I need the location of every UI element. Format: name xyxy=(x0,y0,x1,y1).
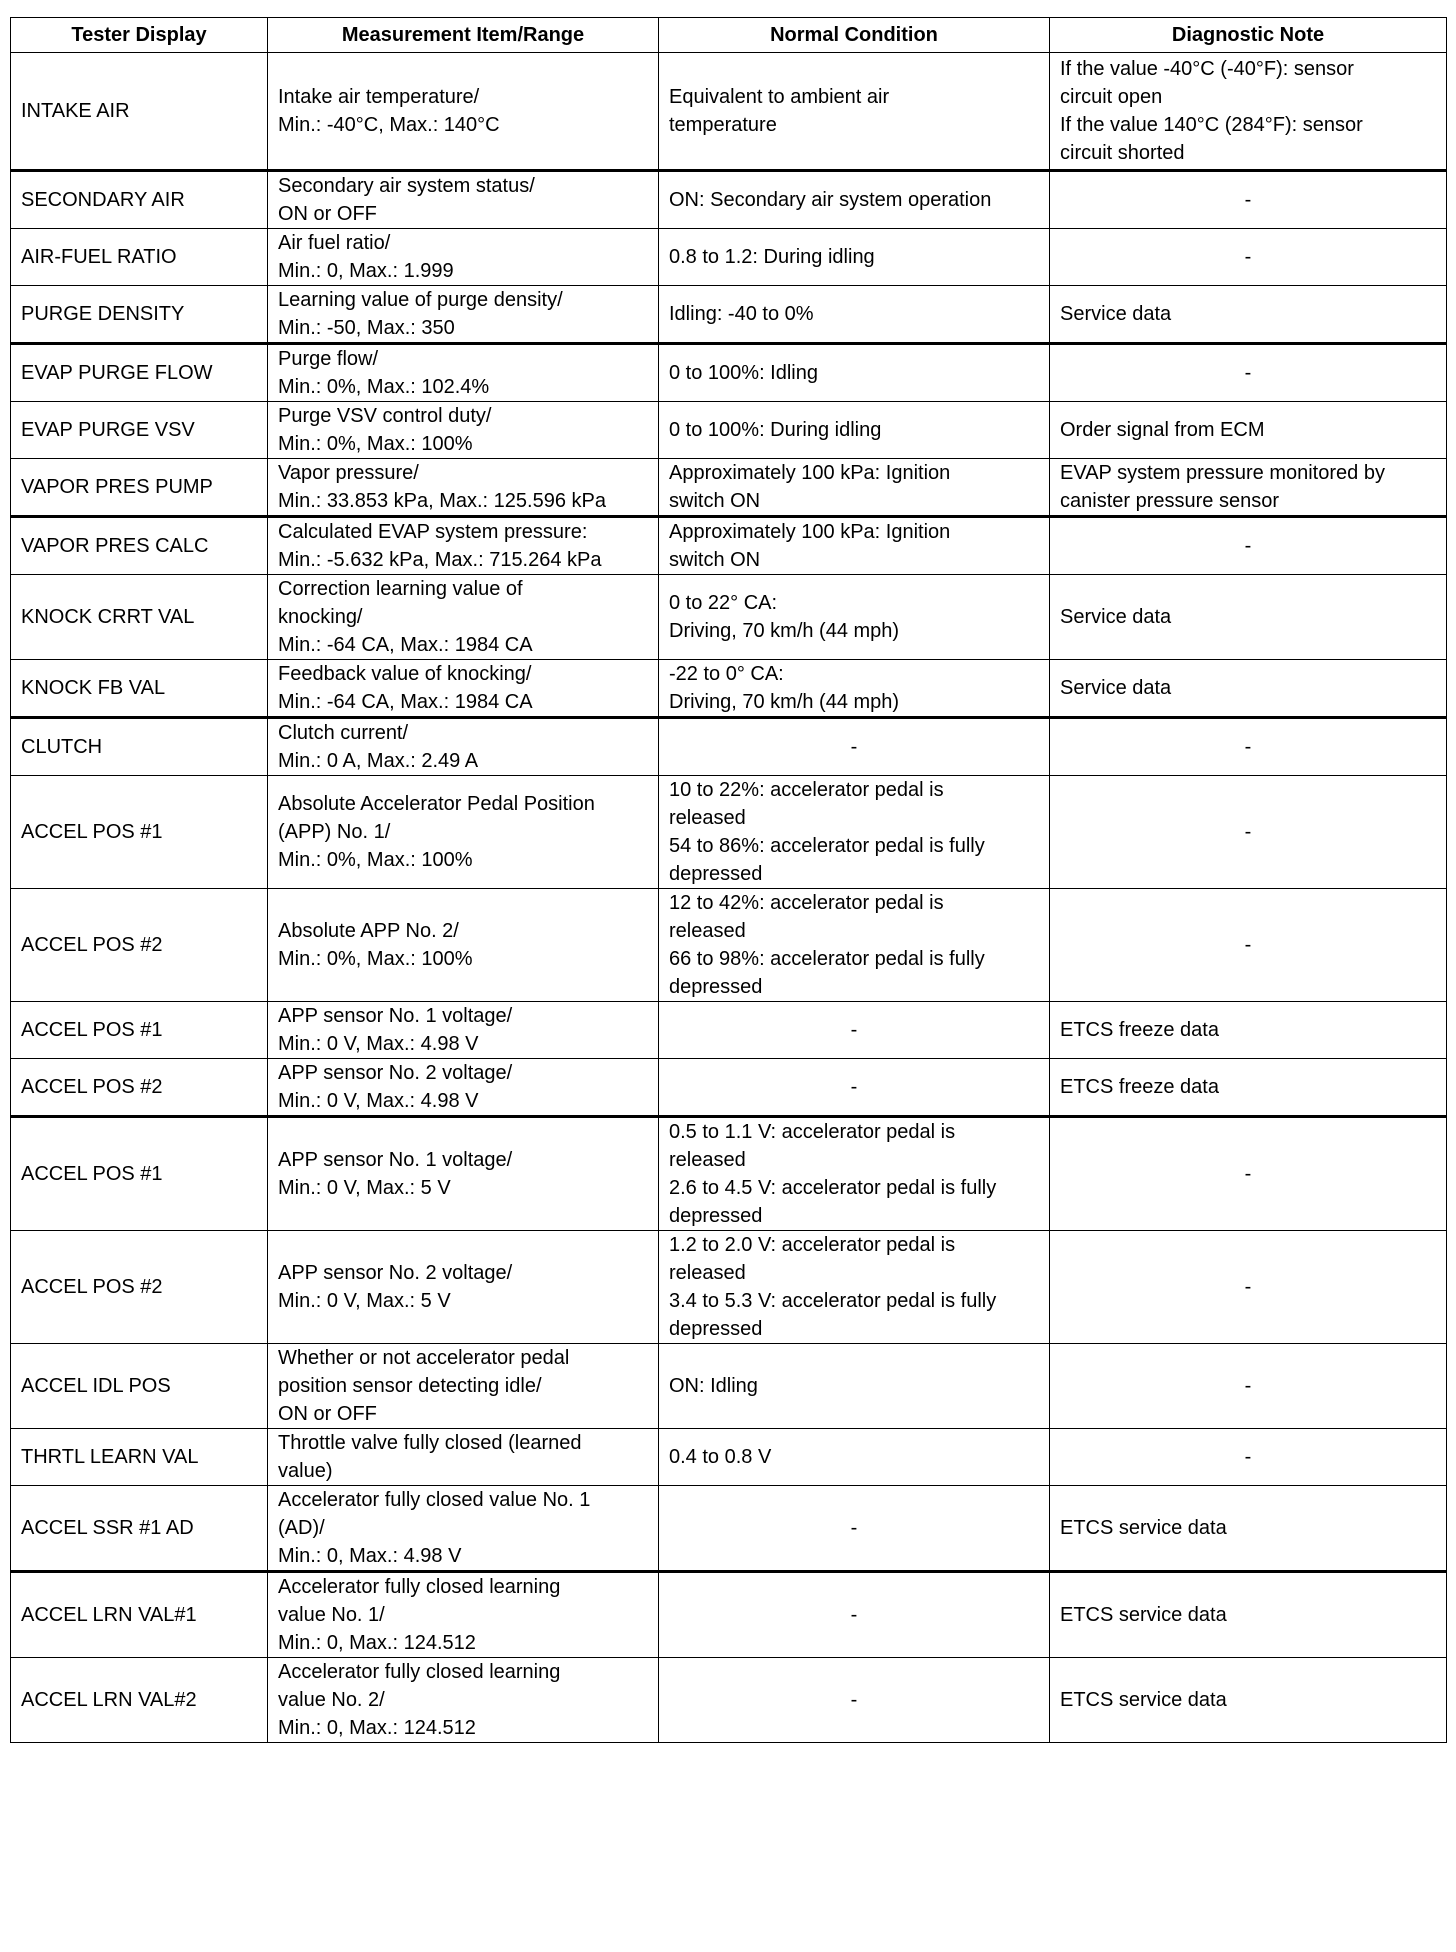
cell-line: Min.: -40°C, Max.: 140°C xyxy=(278,114,500,136)
cell-line: Min.: 0 V, Max.: 4.98 V xyxy=(278,1033,479,1055)
cell-measurement xyxy=(268,718,659,776)
cell-line: Min.: -5.632 kPa, Max.: 715.264 kPa xyxy=(278,549,602,571)
cell-measurement xyxy=(268,1117,659,1231)
cell-tester-display xyxy=(11,1002,268,1059)
cell-tester-display xyxy=(11,1429,268,1486)
cell-line: ON: Idling xyxy=(669,1375,758,1397)
cell-diagnostic-note xyxy=(1050,402,1447,459)
cell-normal-condition xyxy=(659,344,1050,402)
header-tester-display: Tester Display xyxy=(11,18,268,53)
cell-text: KNOCK FB VAL xyxy=(21,677,166,699)
cell-line: Service data xyxy=(1060,677,1172,699)
cell-line: If the value 140°C (284°F): sensor xyxy=(1060,114,1363,136)
cell-text: ACCEL LRN VAL#2 xyxy=(21,1689,197,1711)
cell-diagnostic-note xyxy=(1050,1658,1447,1743)
cell-measurement xyxy=(268,1486,659,1572)
cell-line: - xyxy=(850,1604,858,1626)
cell-line: ETCS freeze data xyxy=(1060,1019,1219,1041)
cell-text: ACCEL SSR #1 AD xyxy=(21,1517,194,1539)
cell-line: Purge flow/ xyxy=(278,348,379,370)
cell-normal-condition xyxy=(659,776,1050,889)
table-row xyxy=(11,459,1447,517)
cell-measurement xyxy=(268,286,659,344)
cell-text: VAPOR PRES PUMP xyxy=(21,476,213,498)
cell-line: Idling: -40 to 0% xyxy=(669,303,814,325)
cell-tester-display xyxy=(11,1344,268,1429)
cell-line: 0 to 22° CA: xyxy=(669,592,778,614)
cell-line: Min.: 0, Max.: 124.512 xyxy=(278,1632,476,1654)
table-row xyxy=(11,344,1447,402)
cell-line: - xyxy=(1244,934,1252,956)
cell-line: - xyxy=(850,736,858,758)
cell-tester-display xyxy=(11,459,268,517)
cell-measurement xyxy=(268,229,659,286)
cell-line: 54 to 86%: accelerator pedal is fully xyxy=(669,835,985,857)
cell-normal-condition xyxy=(659,718,1050,776)
cell-measurement xyxy=(268,1059,659,1117)
cell-diagnostic-note xyxy=(1050,1117,1447,1231)
cell-diagnostic-note xyxy=(1050,1002,1447,1059)
table-row xyxy=(11,1344,1447,1429)
cell-line: Secondary air system status/ xyxy=(278,175,535,197)
table-row xyxy=(11,402,1447,459)
cell-measurement xyxy=(268,171,659,229)
cell-text: ACCEL IDL POS xyxy=(21,1375,171,1397)
cell-line: Whether or not accelerator pedal xyxy=(278,1347,570,1369)
cell-line: Min.: -64 CA, Max.: 1984 CA xyxy=(278,634,533,656)
cell-normal-condition xyxy=(659,229,1050,286)
table-row xyxy=(11,1429,1447,1486)
table-row xyxy=(11,575,1447,660)
cell-text: SECONDARY AIR xyxy=(21,189,185,211)
cell-line: Absolute APP No. 2/ xyxy=(278,920,459,942)
cell-line: Order signal from ECM xyxy=(1060,419,1265,441)
cell-line: - xyxy=(1244,246,1252,268)
cell-normal-condition xyxy=(659,575,1050,660)
cell-normal-condition xyxy=(659,459,1050,517)
cell-normal-condition xyxy=(659,1486,1050,1572)
cell-diagnostic-note xyxy=(1050,344,1447,402)
cell-line: circuit open xyxy=(1060,86,1163,108)
cell-diagnostic-note xyxy=(1050,660,1447,718)
cell-tester-display xyxy=(11,402,268,459)
cell-line: Purge VSV control duty/ xyxy=(278,405,492,427)
cell-normal-condition xyxy=(659,660,1050,718)
cell-line: Accelerator fully closed value No. 1 xyxy=(278,1489,591,1511)
cell-text: ACCEL LRN VAL#1 xyxy=(21,1604,197,1626)
cell-line: switch ON xyxy=(669,549,761,571)
table-row xyxy=(11,229,1447,286)
header-row xyxy=(11,18,1447,53)
cell-tester-display xyxy=(11,1658,268,1743)
cell-measurement xyxy=(268,517,659,575)
cell-tester-display xyxy=(11,1231,268,1344)
cell-line: 0.4 to 0.8 V xyxy=(669,1446,772,1468)
cell-measurement xyxy=(268,660,659,718)
cell-line: Accelerator fully closed learning xyxy=(278,1661,561,1683)
cell-tester-display xyxy=(11,53,268,171)
cell-text: ACCEL POS #2 xyxy=(21,934,163,956)
cell-line: - xyxy=(1244,1375,1252,1397)
cell-line: APP sensor No. 1 voltage/ xyxy=(278,1149,513,1171)
cell-line: circuit shorted xyxy=(1060,142,1185,164)
cell-text: KNOCK CRRT VAL xyxy=(21,606,195,628)
cell-normal-condition xyxy=(659,1231,1050,1344)
cell-line: Min.: -64 CA, Max.: 1984 CA xyxy=(278,691,533,713)
cell-diagnostic-note xyxy=(1050,53,1447,171)
cell-line: Clutch current/ xyxy=(278,722,409,744)
cell-line: Min.: 0 V, Max.: 5 V xyxy=(278,1177,451,1199)
cell-line: ON: Secondary air system operation xyxy=(669,189,992,211)
cell-line: released xyxy=(669,920,746,942)
cell-text: ACCEL POS #1 xyxy=(21,821,163,843)
table-row xyxy=(11,53,1447,171)
cell-line: Min.: 0, Max.: 1.999 xyxy=(278,260,454,282)
cell-line: - xyxy=(850,1689,858,1711)
table-row xyxy=(11,171,1447,229)
cell-line: ETCS service data xyxy=(1060,1689,1227,1711)
cell-line: ON or OFF xyxy=(278,1403,377,1425)
cell-line: - xyxy=(1244,1446,1252,1468)
cell-diagnostic-note xyxy=(1050,229,1447,286)
cell-diagnostic-note xyxy=(1050,889,1447,1002)
cell-diagnostic-note xyxy=(1050,1572,1447,1658)
cell-line: - xyxy=(850,1019,858,1041)
cell-measurement xyxy=(268,575,659,660)
cell-diagnostic-note xyxy=(1050,776,1447,889)
table-row xyxy=(11,1117,1447,1231)
cell-line: - xyxy=(1244,1276,1252,1298)
cell-text: THRTL LEARN VAL xyxy=(21,1446,199,1468)
header-normal-condition: Normal Condition xyxy=(659,18,1050,53)
cell-line: - xyxy=(850,1076,858,1098)
cell-normal-condition xyxy=(659,517,1050,575)
cell-line: Min.: 0%, Max.: 100% xyxy=(278,948,473,970)
cell-line: Driving, 70 km/h (44 mph) xyxy=(669,691,900,713)
cell-normal-condition xyxy=(659,1429,1050,1486)
cell-line: Absolute Accelerator Pedal Position xyxy=(278,793,595,815)
table-row xyxy=(11,286,1447,344)
cell-line: - xyxy=(1244,362,1252,384)
cell-line: value) xyxy=(278,1460,333,1482)
cell-line: Throttle valve fully closed (learned xyxy=(278,1432,582,1454)
cell-line: Min.: 33.853 kPa, Max.: 125.596 kPa xyxy=(278,490,606,512)
cell-line: If the value -40°C (-40°F): sensor xyxy=(1060,58,1354,80)
cell-line: ETCS service data xyxy=(1060,1604,1227,1626)
cell-tester-display xyxy=(11,517,268,575)
cell-line: Min.: -50, Max.: 350 xyxy=(278,317,455,339)
cell-line: 0.8 to 1.2: During idling xyxy=(669,246,875,268)
cell-text: PURGE DENSITY xyxy=(21,303,185,325)
table-row xyxy=(11,660,1447,718)
cell-line: value No. 1/ xyxy=(278,1604,385,1626)
cell-measurement xyxy=(268,889,659,1002)
cell-line: - xyxy=(1244,535,1252,557)
cell-text: ACCEL POS #1 xyxy=(21,1019,163,1041)
cell-line: canister pressure sensor xyxy=(1060,490,1279,512)
cell-diagnostic-note xyxy=(1050,459,1447,517)
cell-measurement xyxy=(268,1231,659,1344)
cell-line: 0.5 to 1.1 V: accelerator pedal is xyxy=(669,1121,956,1143)
cell-text: INTAKE AIR xyxy=(21,100,130,122)
cell-diagnostic-note xyxy=(1050,575,1447,660)
table-row xyxy=(11,517,1447,575)
cell-line: released xyxy=(669,807,746,829)
cell-tester-display xyxy=(11,286,268,344)
cell-line: Approximately 100 kPa: Ignition xyxy=(669,521,951,543)
cell-measurement xyxy=(268,1429,659,1486)
cell-diagnostic-note xyxy=(1050,718,1447,776)
cell-measurement xyxy=(268,1002,659,1059)
cell-line: released xyxy=(669,1149,746,1171)
cell-normal-condition xyxy=(659,889,1050,1002)
cell-measurement xyxy=(268,344,659,402)
cell-text: ACCEL POS #2 xyxy=(21,1076,163,1098)
cell-line: knocking/ xyxy=(278,606,363,628)
cell-line: Intake air temperature/ xyxy=(278,86,480,108)
cell-diagnostic-note xyxy=(1050,171,1447,229)
cell-text: CLUTCH xyxy=(21,736,103,758)
cell-tester-display xyxy=(11,171,268,229)
header-measurement: Measurement Item/Range xyxy=(268,18,659,53)
cell-line: APP sensor No. 2 voltage/ xyxy=(278,1062,513,1084)
cell-normal-condition xyxy=(659,1344,1050,1429)
cell-line: 2.6 to 4.5 V: accelerator pedal is fully xyxy=(669,1177,997,1199)
cell-text: EVAP PURGE VSV xyxy=(21,419,195,441)
table-row xyxy=(11,1231,1447,1344)
cell-line: EVAP system pressure monitored by xyxy=(1060,462,1385,484)
cell-tester-display xyxy=(11,1059,268,1117)
cell-measurement xyxy=(268,1344,659,1429)
cell-normal-condition xyxy=(659,53,1050,171)
cell-line: Air fuel ratio/ xyxy=(278,232,391,254)
cell-measurement xyxy=(268,1572,659,1658)
cell-tester-display xyxy=(11,1486,268,1572)
cell-line: 66 to 98%: accelerator pedal is fully xyxy=(669,948,985,970)
cell-line: APP sensor No. 1 voltage/ xyxy=(278,1005,513,1027)
cell-diagnostic-note xyxy=(1050,1344,1447,1429)
cell-line: Calculated EVAP system pressure: xyxy=(278,521,588,543)
cell-normal-condition xyxy=(659,1572,1050,1658)
cell-line: - xyxy=(850,1517,858,1539)
cell-tester-display xyxy=(11,1572,268,1658)
cell-line: Min.: 0 V, Max.: 4.98 V xyxy=(278,1090,479,1112)
table-row xyxy=(11,776,1447,889)
cell-line: 0 to 100%: Idling xyxy=(669,362,818,384)
cell-line: Min.: 0 V, Max.: 5 V xyxy=(278,1290,451,1312)
cell-normal-condition xyxy=(659,286,1050,344)
cell-line: Vapor pressure/ xyxy=(278,462,419,484)
cell-tester-display xyxy=(11,575,268,660)
cell-line: position sensor detecting idle/ xyxy=(278,1375,542,1397)
cell-line: 1.2 to 2.0 V: accelerator pedal is xyxy=(669,1234,956,1256)
cell-measurement xyxy=(268,1658,659,1743)
cell-line: switch ON xyxy=(669,490,761,512)
cell-measurement xyxy=(268,402,659,459)
header-diagnostic-note: Diagnostic Note xyxy=(1050,18,1447,53)
cell-diagnostic-note xyxy=(1050,286,1447,344)
cell-line: Equivalent to ambient air xyxy=(669,86,890,108)
cell-measurement xyxy=(268,459,659,517)
cell-line: Min.: 0, Max.: 124.512 xyxy=(278,1717,476,1739)
cell-text: ACCEL POS #2 xyxy=(21,1276,163,1298)
cell-normal-condition xyxy=(659,1059,1050,1117)
cell-line: Min.: 0%, Max.: 100% xyxy=(278,433,473,455)
cell-line: released xyxy=(669,1262,746,1284)
cell-line: 0 to 100%: During idling xyxy=(669,419,882,441)
table-row xyxy=(11,1002,1447,1059)
cell-text: ACCEL POS #1 xyxy=(21,1163,163,1185)
data-list-table xyxy=(10,17,1447,1743)
table-row xyxy=(11,1486,1447,1572)
cell-line: Service data xyxy=(1060,606,1172,628)
cell-line: - xyxy=(1244,189,1252,211)
table-row xyxy=(11,1658,1447,1743)
cell-diagnostic-note xyxy=(1050,1059,1447,1117)
cell-line: 10 to 22%: accelerator pedal is xyxy=(669,779,944,801)
cell-line: 12 to 42%: accelerator pedal is xyxy=(669,892,944,914)
cell-line: depressed xyxy=(669,863,763,885)
cell-diagnostic-note xyxy=(1050,1231,1447,1344)
cell-line: - xyxy=(1244,1163,1252,1185)
table-row xyxy=(11,1572,1447,1658)
cell-diagnostic-note xyxy=(1050,1429,1447,1486)
cell-line: Driving, 70 km/h (44 mph) xyxy=(669,620,900,642)
cell-text: AIR-FUEL RATIO xyxy=(21,246,177,268)
cell-line: - xyxy=(1244,821,1252,843)
cell-tester-display xyxy=(11,1117,268,1231)
cell-line: -22 to 0° CA: xyxy=(669,663,784,685)
cell-normal-condition xyxy=(659,1117,1050,1231)
cell-line: depressed xyxy=(669,1318,763,1340)
cell-diagnostic-note xyxy=(1050,1486,1447,1572)
cell-line: Min.: 0%, Max.: 100% xyxy=(278,849,473,871)
table-row xyxy=(11,718,1447,776)
cell-line: depressed xyxy=(669,1205,763,1227)
cell-text: VAPOR PRES CALC xyxy=(21,535,209,557)
cell-line: (AD)/ xyxy=(278,1517,325,1539)
cell-tester-display xyxy=(11,660,268,718)
cell-measurement xyxy=(268,776,659,889)
table-row xyxy=(11,889,1447,1002)
cell-line: Correction learning value of xyxy=(278,578,523,600)
cell-line: Accelerator fully closed learning xyxy=(278,1576,561,1598)
cell-normal-condition xyxy=(659,1002,1050,1059)
cell-line: Learning value of purge density/ xyxy=(278,289,563,311)
cell-line: ETCS service data xyxy=(1060,1517,1227,1539)
cell-tester-display xyxy=(11,889,268,1002)
cell-line: - xyxy=(1244,736,1252,758)
cell-normal-condition xyxy=(659,171,1050,229)
cell-line: Min.: 0, Max.: 4.98 V xyxy=(278,1545,462,1567)
cell-line: Approximately 100 kPa: Ignition xyxy=(669,462,951,484)
cell-tester-display xyxy=(11,229,268,286)
cell-line: value No. 2/ xyxy=(278,1689,385,1711)
cell-line: Min.: 0%, Max.: 102.4% xyxy=(278,376,490,398)
cell-normal-condition xyxy=(659,402,1050,459)
cell-line: Service data xyxy=(1060,303,1172,325)
cell-line: 3.4 to 5.3 V: accelerator pedal is fully xyxy=(669,1290,997,1312)
cell-measurement xyxy=(268,53,659,171)
cell-line: (APP) No. 1/ xyxy=(278,821,391,843)
cell-line: ON or OFF xyxy=(278,203,377,225)
table-body xyxy=(11,53,1447,1743)
cell-tester-display xyxy=(11,344,268,402)
cell-normal-condition xyxy=(659,1658,1050,1743)
cell-tester-display xyxy=(11,776,268,889)
cell-line: ETCS freeze data xyxy=(1060,1076,1219,1098)
cell-text: EVAP PURGE FLOW xyxy=(21,362,213,384)
cell-line: temperature xyxy=(669,114,777,136)
cell-line: APP sensor No. 2 voltage/ xyxy=(278,1262,513,1284)
cell-tester-display xyxy=(11,718,268,776)
cell-line: Feedback value of knocking/ xyxy=(278,663,532,685)
table-row xyxy=(11,1059,1447,1117)
cell-line: Min.: 0 A, Max.: 2.49 A xyxy=(278,750,479,772)
cell-line: depressed xyxy=(669,976,763,998)
cell-diagnostic-note xyxy=(1050,517,1447,575)
